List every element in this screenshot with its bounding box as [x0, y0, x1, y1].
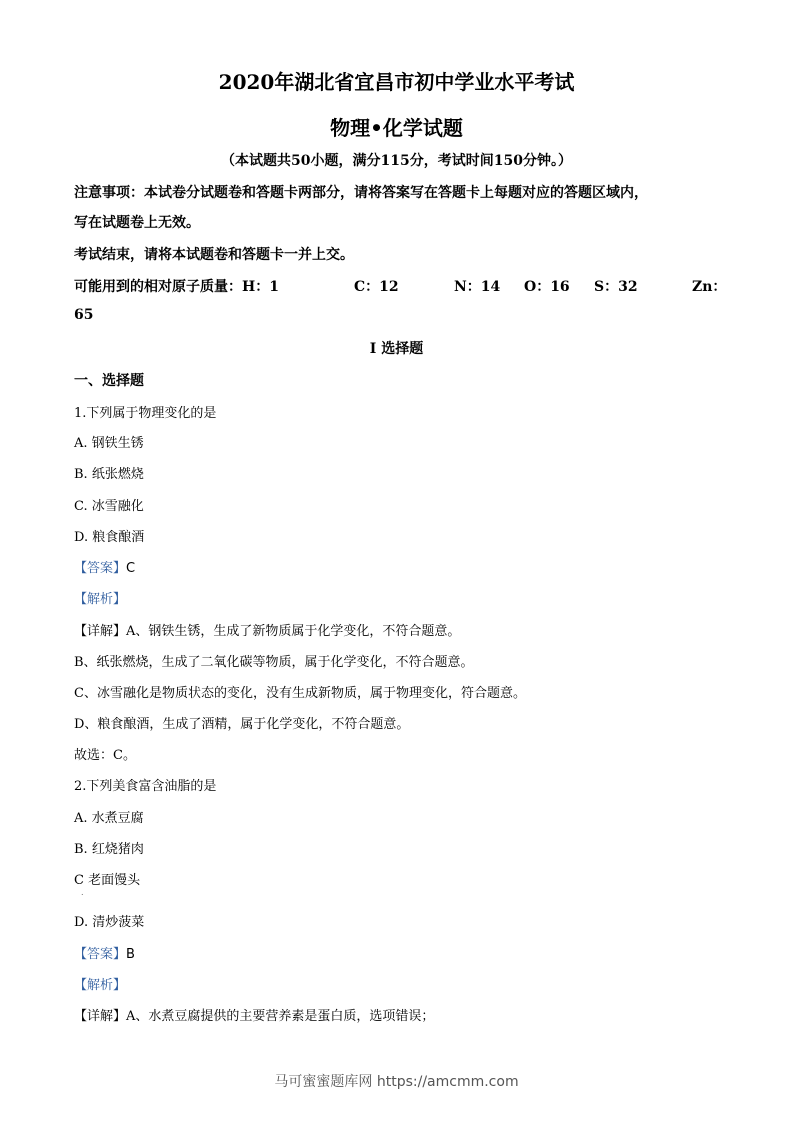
part-title: I 选择题: [369, 341, 424, 357]
answer-value: B: [126, 947, 135, 962]
question-1-option-d: D. 粮食酿酒: [74, 530, 145, 545]
notes-line-1: 注意事项：本试卷分试题卷和答题卡两部分，请将答案写在答题卡上每题对应的答题区域内，: [74, 185, 648, 201]
question-1-detail-2: B、纸张燃烧，生成了二氧化碳等物质，属于化学变化，不符合题意。: [74, 655, 474, 670]
question-2-option-b: B. 红烧猪肉: [74, 842, 144, 857]
atomic-mass-c: C：12: [354, 279, 399, 295]
atomic-mass-s: S：32: [594, 279, 638, 295]
notes-line-3: 考试结束，请将本试题卷和答题卡一并上交。: [74, 247, 354, 263]
question-1-option-a: A. 钢铁生锈: [74, 436, 144, 451]
question-1-option-c: C. 冰雪融化: [74, 499, 144, 514]
question-2-stem: 2.下列美食富含油脂的是: [74, 779, 217, 794]
atomic-mass-n: N：14: [454, 279, 501, 295]
question-2-option-d: D. 清炒菠菜: [74, 915, 145, 930]
question-1-answer: [74, 557, 135, 576]
atomic-mass-zn: Zn：: [692, 279, 727, 295]
question-1-detail-4: D、粮食酿酒，生成了酒精，属于化学变化，不符合题意。: [74, 717, 410, 732]
answer-value: C: [126, 561, 136, 576]
question-2-answer: [74, 943, 135, 962]
atomic-mass-o: O：16: [524, 279, 570, 295]
question-1-option-b: B. 纸张燃烧: [74, 467, 144, 482]
question-2-option-c: C 老面馒头: [74, 873, 141, 888]
question-1-detail-3: C、冰雪融化是物质状态的变化，没有生成新物质，属于物理变化，符合题意。: [74, 686, 526, 701]
section-heading: 一、选择题: [74, 373, 144, 389]
atomic-mass-label: 可能用到的相对原子质量：H：1: [74, 279, 279, 295]
question-2-detail-1: 【详解】A、水煮豆腐提供的主要营养素是蛋白质，选项错误；: [74, 1009, 435, 1024]
answer-label: 【答案】: [74, 947, 127, 962]
footer-watermark: 马可蜜蜜题库网 https://amcmm.com: [274, 1074, 519, 1090]
atomic-mass-zn-value: 65: [74, 307, 94, 323]
answer-label: 【答案】: [74, 561, 127, 576]
exam-info: （本试题共50小题，满分115分，考试时间150分钟。）: [221, 153, 572, 169]
stray-dot: .: [81, 888, 84, 897]
question-2-analysis-label: 【解析】: [74, 978, 127, 993]
exam-subtitle: 物理•化学试题: [330, 116, 463, 140]
question-1-detail-1: 【详解】A、钢铁生锈，生成了新物质属于化学变化，不符合题意。: [74, 624, 461, 639]
question-1-stem: 1.下列属于物理变化的是: [74, 406, 217, 421]
exam-title: 2020年湖北省宜昌市初中学业水平考试: [218, 70, 575, 94]
question-2-option-a: A. 水煮豆腐: [74, 811, 144, 826]
notes-line-2: 写在试题卷上无效。: [74, 215, 200, 231]
question-1-analysis-label: 【解析】: [74, 592, 127, 607]
question-1-conclusion: 故选：C。: [74, 748, 136, 763]
